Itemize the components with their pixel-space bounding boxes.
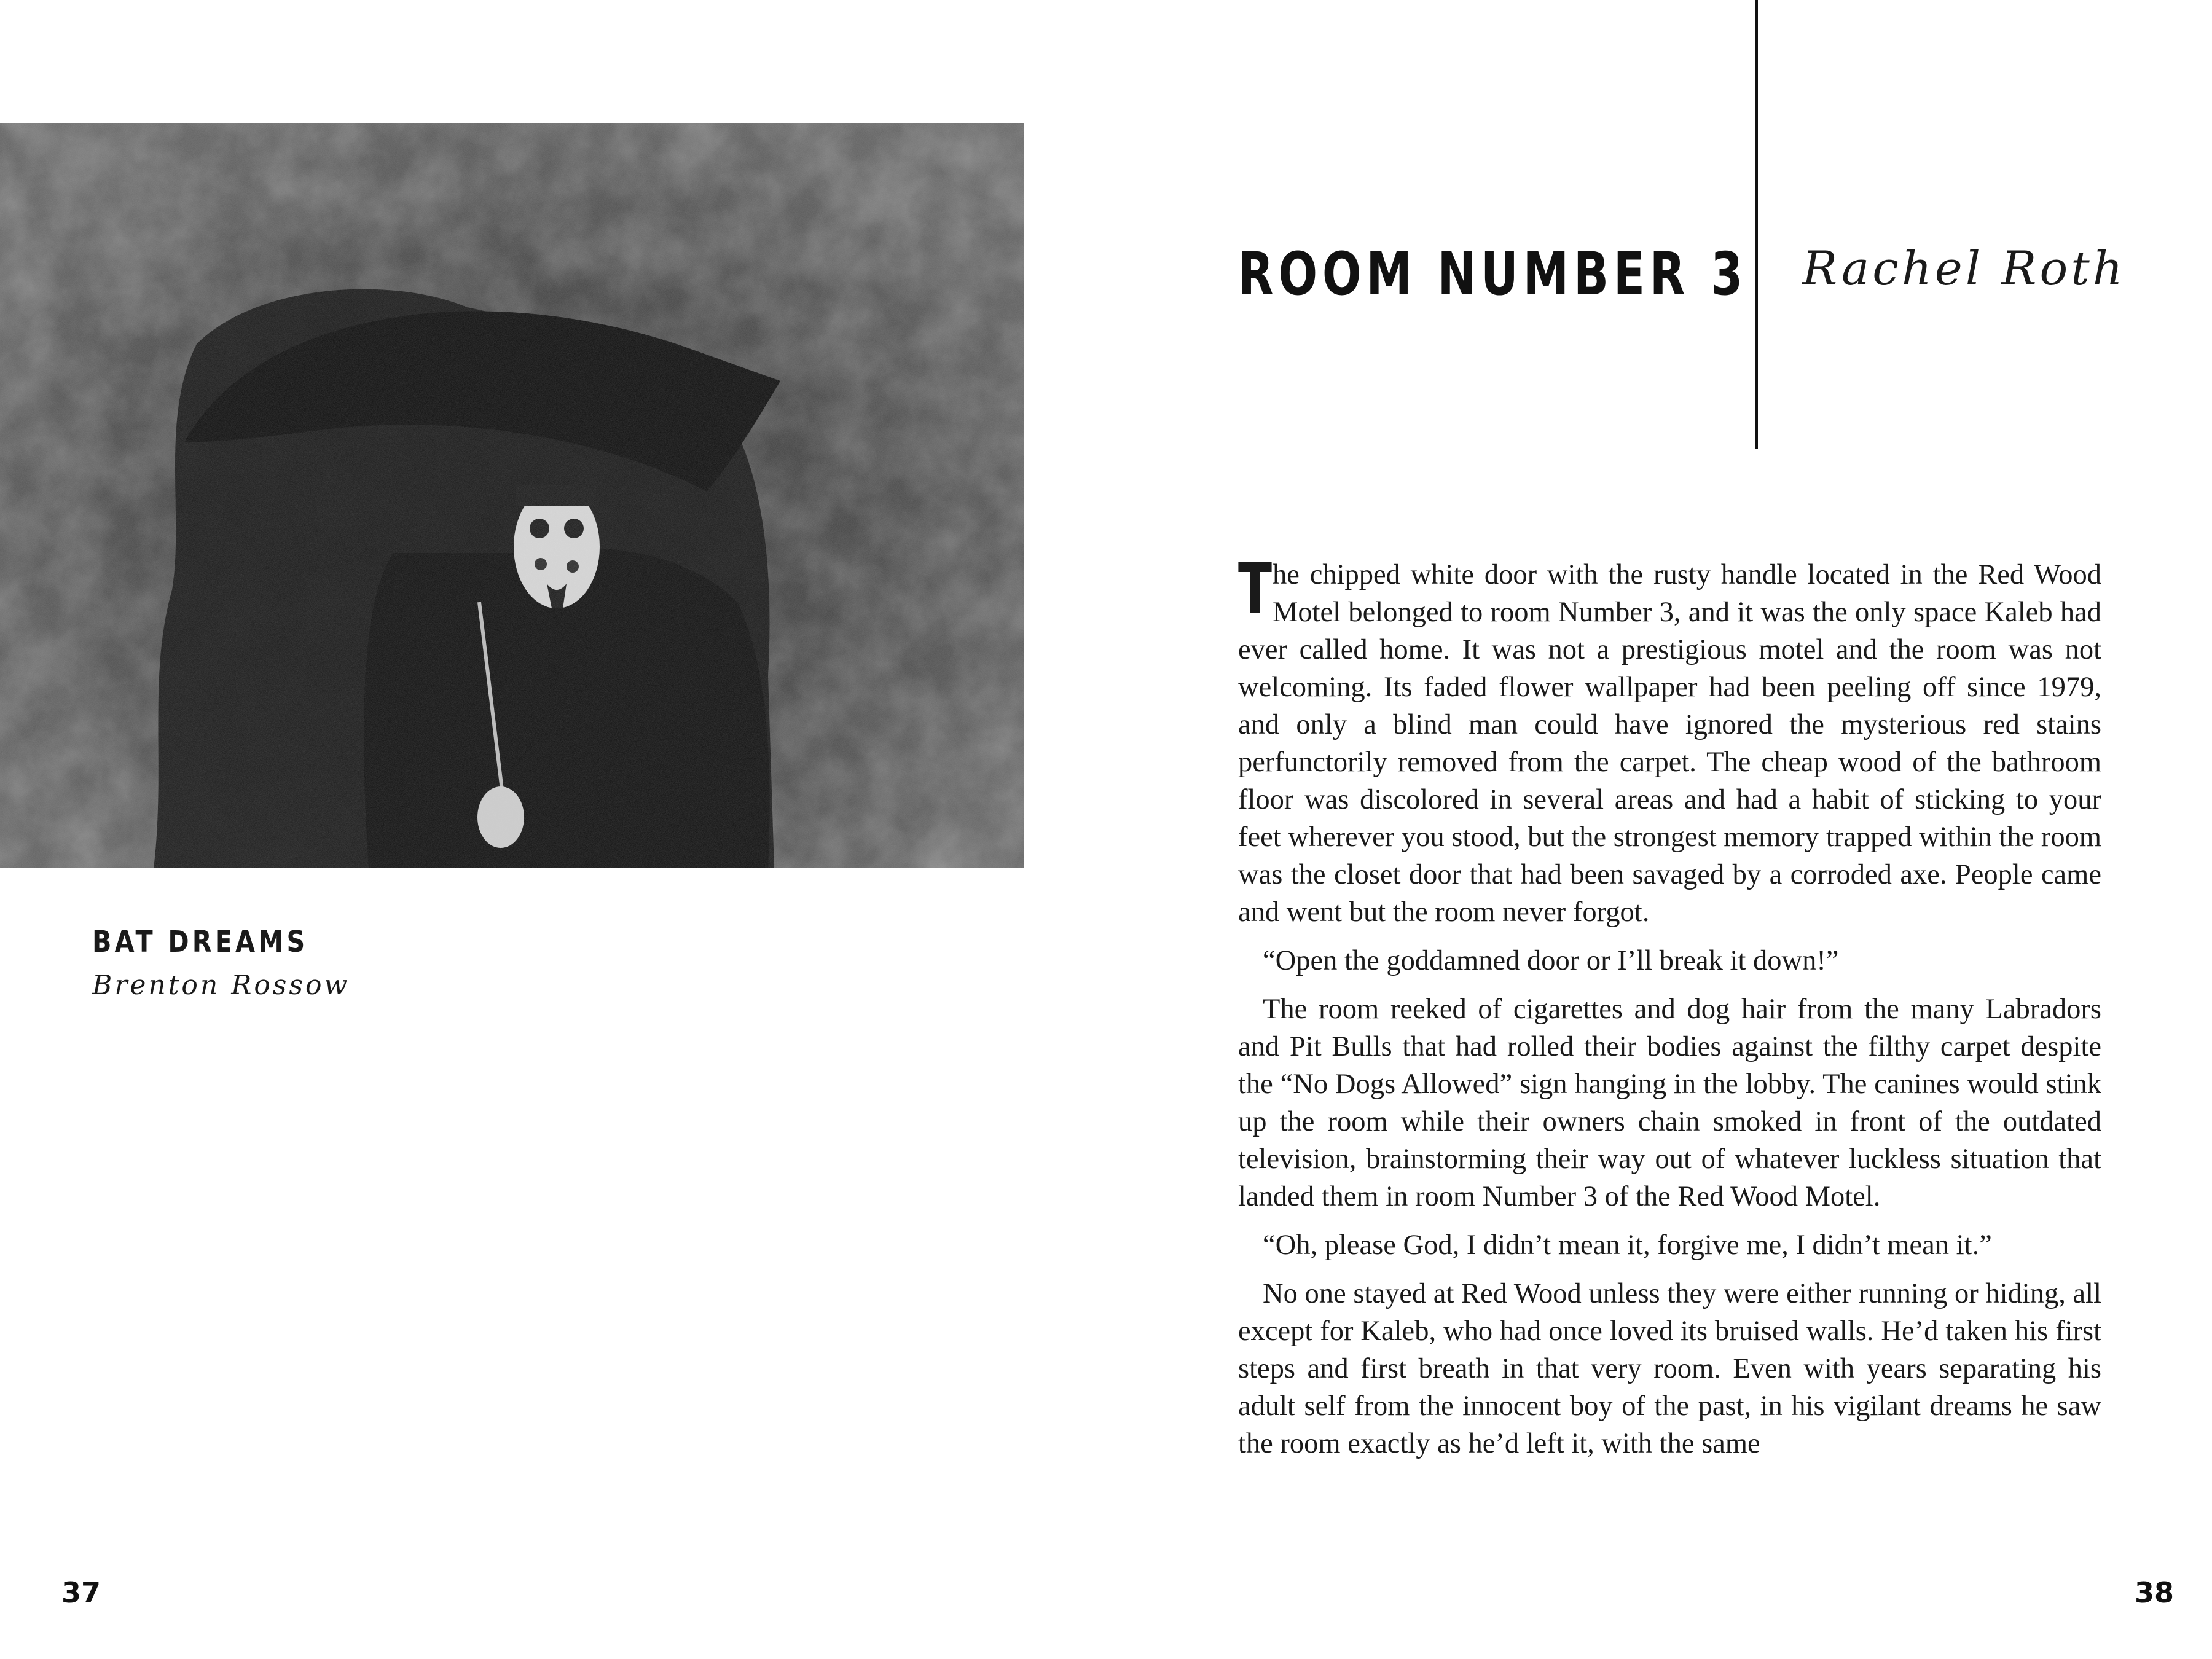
paragraph-1-text: he chipped white door with the rusty handle located in the Red Wood Motel belonged to room Number 3, and it was the only space Kaleb had ever called home. It was not a prestigious motel and the room was not welcoming. Its faded flower wallpaper had been peeling off since 1979, and only a blind man could have ignored the mysterious red stains perfunctorily removed from the carpet. The cheap wood of the bathroom floor was discolored in several areas and had a habit of sticking to your feet wherever you stood, but the strongest memory trapped within the room was the closet door that had been savaged by a corroded axe. People came and went but the room never forgot. (1238, 559, 2101, 928)
paragraph-1 (1238, 556, 2101, 931)
artwork-title: BAT DREAMS (92, 925, 308, 959)
right-page (1106, 0, 2212, 1659)
story-author: Rachel Roth (1802, 241, 2126, 296)
paragraph-2: “Open the goddamned door or I’ll break it down!” (1263, 945, 1839, 976)
artwork-image (0, 123, 1024, 868)
page-number-right: 38 (2134, 1576, 2174, 1609)
page-number-left: 37 (61, 1576, 101, 1609)
paragraph-4: “Oh, please God, I didn’t mean it, forgive me, I didn’t mean it.” (1263, 1230, 1992, 1261)
title-divider (1755, 0, 1758, 449)
artwork-artist: Brenton Rossow (92, 970, 350, 1001)
paragraph-5: No one stayed at Red Wood unless they were either running or hiding, all except for Kaleb, who had once loved its bruised walls. He’d taken his first steps and first breath in that very room. Even with years separating his adult self from the innocent boy of the past, in his vigilant dreams he saw the room exactly as he’d left it, with the same (1238, 1278, 2101, 1459)
story-title: ROOM NUMBER 3 (1238, 240, 1747, 308)
drop-cap: T (1238, 556, 1273, 629)
artwork-photo (0, 123, 1024, 868)
story-body (1238, 556, 2101, 1539)
paragraph-3: The room reeked of cigarettes and dog hair from the many Labradors and Pit Bulls that had rolled their bodies against the filthy carpet despite the “No Dogs Allowed” sign hanging in the lobby. The canines would stink up the room while their owners chain smoked in front of the outdated television, brainstorming their way out of whatever luckless situation that landed them in room Number 3 of the Red Wood Motel. (1238, 994, 2101, 1212)
